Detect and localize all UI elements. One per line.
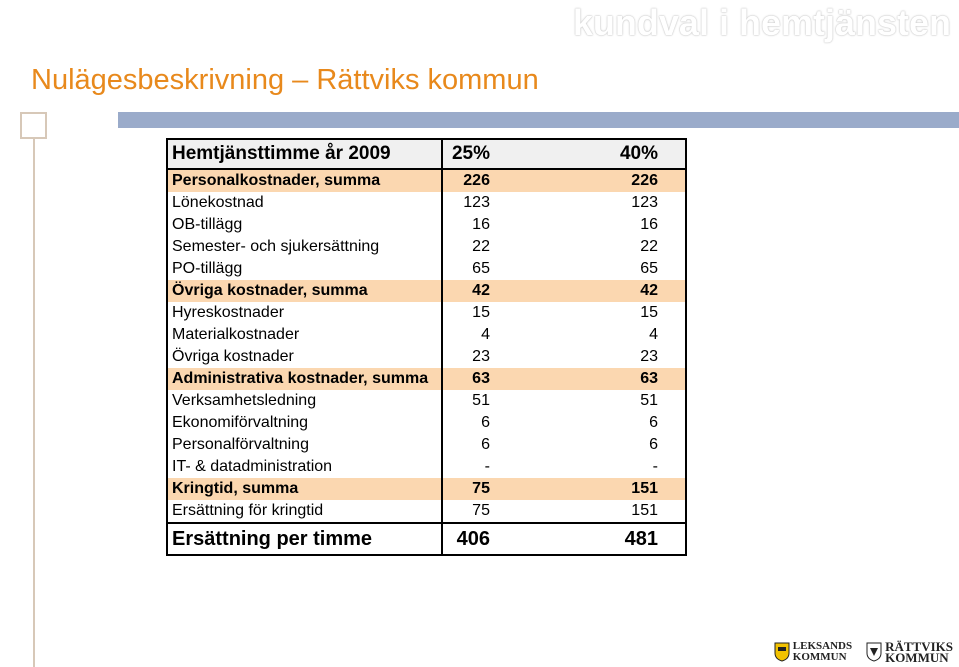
table-row [167,500,686,523]
row-label: Personalförvaltning [172,436,309,453]
table-row [167,434,686,456]
row-value-b: 65 [640,260,658,277]
accent-square [20,112,47,139]
row-label: OB-tillägg [172,216,243,233]
total-label: Ersättning per timme [167,523,442,555]
table-row [167,412,686,434]
row-value-a: 226 [442,169,616,192]
table-row [167,302,686,324]
table-row [167,192,686,214]
watermark-text: kundval i hemtjänsten [572,2,951,43]
rattvik-kommun: KOMMUN [885,650,949,665]
header-label: Hemtjänsttimme år 2009 [167,139,442,169]
row-label: IT- & datadministration [172,458,333,475]
summary-row [167,169,686,192]
row-value-a: 65 [442,258,616,280]
row-value-b: 123 [631,194,658,211]
row-label: Övriga kostnader, summa [167,280,442,302]
rattvik-name: RÄTTVIKS [885,639,953,654]
table-row [167,456,686,478]
table-row [167,236,686,258]
row-value-b: 63 [616,368,686,390]
row-value-b: 226 [616,169,686,192]
table-row [167,390,686,412]
leksand-kommun: KOMMUN [792,651,847,663]
row-value-a: 6 [442,412,616,434]
row-label: Materialkostnader [172,326,300,343]
total-row [167,523,686,555]
row-value-a: 15 [442,302,616,324]
table-header-row [167,139,686,169]
table-row [167,324,686,346]
row-value-b: 51 [640,392,658,409]
row-label: Personalkostnader, summa [167,169,442,192]
row-value-b: 151 [631,502,658,519]
row-label: Verksamhetsledning [172,392,317,409]
rattvik-logo [866,641,953,663]
accent-line [33,139,35,667]
row-value-b: 6 [649,414,658,431]
row-label: Ekonomiförvaltning [172,414,309,431]
row-label: PO-tillägg [172,260,243,277]
leksand-name: LEKSANDS [792,640,853,652]
row-value-b: 4 [649,326,658,343]
row-value-a: 75 [442,478,616,500]
row-value-a: 16 [442,214,616,236]
summary-row [167,280,686,302]
row-label: Administrativa kostnader, summa [167,368,442,390]
row-value-b: 23 [640,348,658,365]
cost-table [166,138,687,556]
row-value-a: 22 [442,236,616,258]
row-value-a: 123 [442,192,616,214]
total-value-a: 406 [442,523,616,555]
row-value-a: 23 [442,346,616,368]
row-value-b: 6 [649,436,658,453]
row-label: Ersättning för kringtid [172,502,324,519]
row-label: Lönekostnad [172,194,264,211]
row-value-a: 75 [442,500,616,523]
table-row [167,258,686,280]
row-value-a: - [442,456,616,478]
row-label: Övriga kostnader [172,348,294,365]
row-value-a: 63 [442,368,616,390]
leksand-shield-icon [774,642,790,662]
header-col-b: 40% [616,139,686,169]
row-value-a: 51 [442,390,616,412]
row-value-b: 42 [616,280,686,302]
row-value-b: 151 [616,478,686,500]
row-value-a: 42 [442,280,616,302]
row-value-b: 16 [640,216,658,233]
page-title: Nulägesbeskrivning – Rättviks kommun [31,64,539,96]
leksand-logo [774,641,852,663]
accent-bar [118,112,959,128]
table-row [167,214,686,236]
row-value-a: 6 [442,434,616,456]
row-value-a: 4 [442,324,616,346]
row-label: Hyreskostnader [172,304,285,321]
header-col-a: 25% [442,139,616,169]
summary-row [167,368,686,390]
total-value-b: 481 [616,523,686,555]
row-label: Kringtid, summa [167,478,442,500]
table-row [167,346,686,368]
footer-logos [774,641,953,663]
rattvik-shield-icon [866,642,882,662]
row-label: Semester- och sjukersättning [172,238,380,255]
row-value-b: 15 [640,304,658,321]
row-value-b: 22 [640,238,658,255]
row-value-b: - [652,458,658,475]
summary-row [167,478,686,500]
